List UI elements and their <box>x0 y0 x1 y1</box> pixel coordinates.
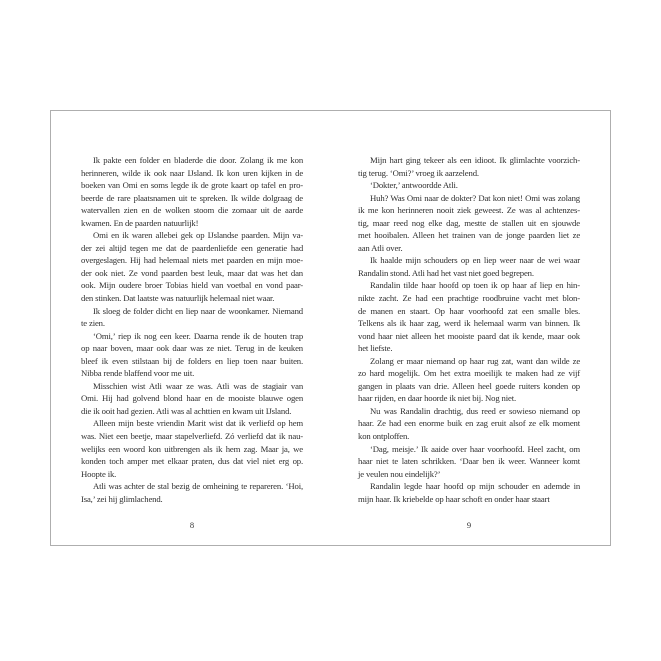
book-spread <box>50 110 611 546</box>
text-line: met hooibalen. Alleen het trainen van de jonge paarden liet ze <box>358 230 581 241</box>
text-line: Alleen mijn beste vriendin Marit wist dat ik verliefd op hem <box>93 418 304 429</box>
text-line: ik me kon herinneren nooit ziek geweest. Ze was al achtenzes- <box>358 205 580 216</box>
text-line: Omi en ik waren allebei gek op IJslandse paarden. Mijn va- <box>93 230 304 241</box>
text-line: nikte zacht. Ze had een prachtige roodbruine vacht met blon- <box>358 293 580 304</box>
text-line: boeken van Omi en soms legde ik de grote kaart op tafel en pro- <box>81 180 304 191</box>
text-line: Omi. Hij had golvend blond haar en de mooiste blauwe ogen <box>81 393 304 404</box>
text-line: Randalin tilde haar hoofd op toen ik op haar af liep en hin- <box>370 280 580 291</box>
text-line: haar rijden, en daar hoorde ik niet bij. Nog niet. <box>358 393 516 404</box>
text-line: watervallen zien en de wolken stoom die zomaar uit de aarde <box>81 205 304 216</box>
text-line: te zien. <box>81 318 105 329</box>
text-line: tig, maar reed nog elke dag, mestte de stallen uit en sjouwde <box>358 217 580 228</box>
text-line: gangen in plaats van drie. Alleen heel goede ruiters konden op <box>358 380 580 391</box>
left-page-text <box>81 154 303 505</box>
text-line: herinneren, wilde ik ook naar IJsland. Ik kon uren kijken in de <box>81 167 304 178</box>
text-line: je veulen nou eindelijk?’ <box>358 468 441 479</box>
text-line: haar. Ze had een enorme buik en zag eruit alsof ze elk moment <box>358 418 580 429</box>
text-line: ook. Mijn oudere broer Tobias hield van voetbal en vond paar- <box>81 280 304 291</box>
text-line: ‘Omi,’ riep ik nog een keer. Daarna rende ik de houten trap <box>93 330 304 341</box>
text-line: Mijn hart ging tekeer als een idioot. Ik glimlachte voorzich- <box>370 155 580 165</box>
text-line: beerde de rare plaatsnamen uit te spreken. Ik wilde dolgraag de <box>81 192 303 203</box>
text-line: Ik sloeg de folder dicht en liep naar de woonkamer. Niemand <box>93 305 303 316</box>
text-line: Nu was Randalin drachtig, dus reed er sowieso niemand op <box>370 405 580 416</box>
text-line: vond haar niet alleen het mooiste paard dat ik kende, maar ook <box>358 330 580 341</box>
text-line: tig terug. ‘Omi?’ vroeg ik aarzelend. <box>358 167 479 178</box>
text-line: ‘Dokter,’ antwoordde Atli. <box>370 180 458 191</box>
right-page-text <box>358 154 580 505</box>
text-line: overgeslagen. Hij had helemaal niets met paarden en mijn moe- <box>81 255 303 266</box>
text-line: Huh? Was Omi naar de dokter? Dat kon niet! Omi was zolang <box>370 192 580 203</box>
text-line: die ik ooit had gezien. Atli was al achttien en kwam uit IJsland. <box>81 405 292 416</box>
page-number-left: 8 <box>189 520 195 530</box>
text-line: der ook niet. Ze vond paarden best leuk, maar dat was het dan <box>81 267 303 278</box>
text-line: Nibba rende blaffend voor me uit. <box>81 368 195 379</box>
text-line: kon ontploffen. <box>358 431 410 442</box>
text-line: op naar boven, maar ook daar was ze niet. Terug in de keuken <box>81 343 303 354</box>
text-line: aan Atli over. <box>358 242 403 253</box>
text-line: Randalin legde haar hoofd op mijn schouder en ademde in <box>370 481 581 492</box>
text-line: der zei altijd tegen me dat de paardenliefde een generatie had <box>81 242 304 253</box>
text-line: Ik pakte een folder en bladerde die door. Zolang ik me kon <box>93 155 304 165</box>
text-line: het liefste. <box>358 343 393 354</box>
text-line: Isa,’ zei hij glimlachend. <box>81 493 163 504</box>
text-line: den stinken. Dat laatste was natuurlijk helemaal niet waar. <box>81 293 275 304</box>
text-line: Ik haalde mijn schouders op en liep weer naar de wei waar <box>370 255 581 266</box>
text-line: kwamen. En de paarden natuurlijk! <box>81 217 199 228</box>
page-number-right: 9 <box>466 520 472 530</box>
text-line: Atli was achter de stal bezig de omheining te repareren. ‘Hoi, <box>93 481 304 492</box>
text-line: mijn haar. Ik kriebelde op haar schoft en onder haar staart <box>358 493 550 504</box>
text-line: welijks een woord kon uitbrengen als ik hem zag. Maar ja, we <box>81 443 303 454</box>
text-line: de manen en staart. Op haar voorhoofd zat een smalle bles. <box>358 305 581 316</box>
text-line: bleef ik even stilstaan bij de folders en liep toen naar buiten. <box>81 355 304 366</box>
text-line: Zolang er maar niemand op haar rug zat, want dan wilde ze <box>370 355 581 366</box>
text-line: Hoopte ik. <box>81 468 117 479</box>
text-line: Misschien wist Atli waar ze was. Atli was de stagiair van <box>93 380 304 391</box>
text-line: Telkens als ik haar zag, werd ik helemaal warm van binnen. Ik <box>358 318 581 329</box>
text-line: konden toch amper met elkaar praten, dus dat viel niet erg op. <box>81 456 303 467</box>
text-line: ‘Dag, meisje.’ Ik aaide over haar voorhoofd. Heel zacht, om <box>370 443 580 454</box>
text-line: haar niet te laten schrikken. ‘Daar ben ik weer. Wanneer komt <box>358 456 581 467</box>
text-line: zo hard mogelijk. Om het extra moeilijk te maken had ze vijf <box>358 368 580 379</box>
text-line: Randalin stond. Atli had het vast niet goed begrepen. <box>358 267 534 278</box>
text-line: was. Niet een beetje, maar stapelverliefd. Zó verliefd dat ik nau- <box>81 431 304 442</box>
